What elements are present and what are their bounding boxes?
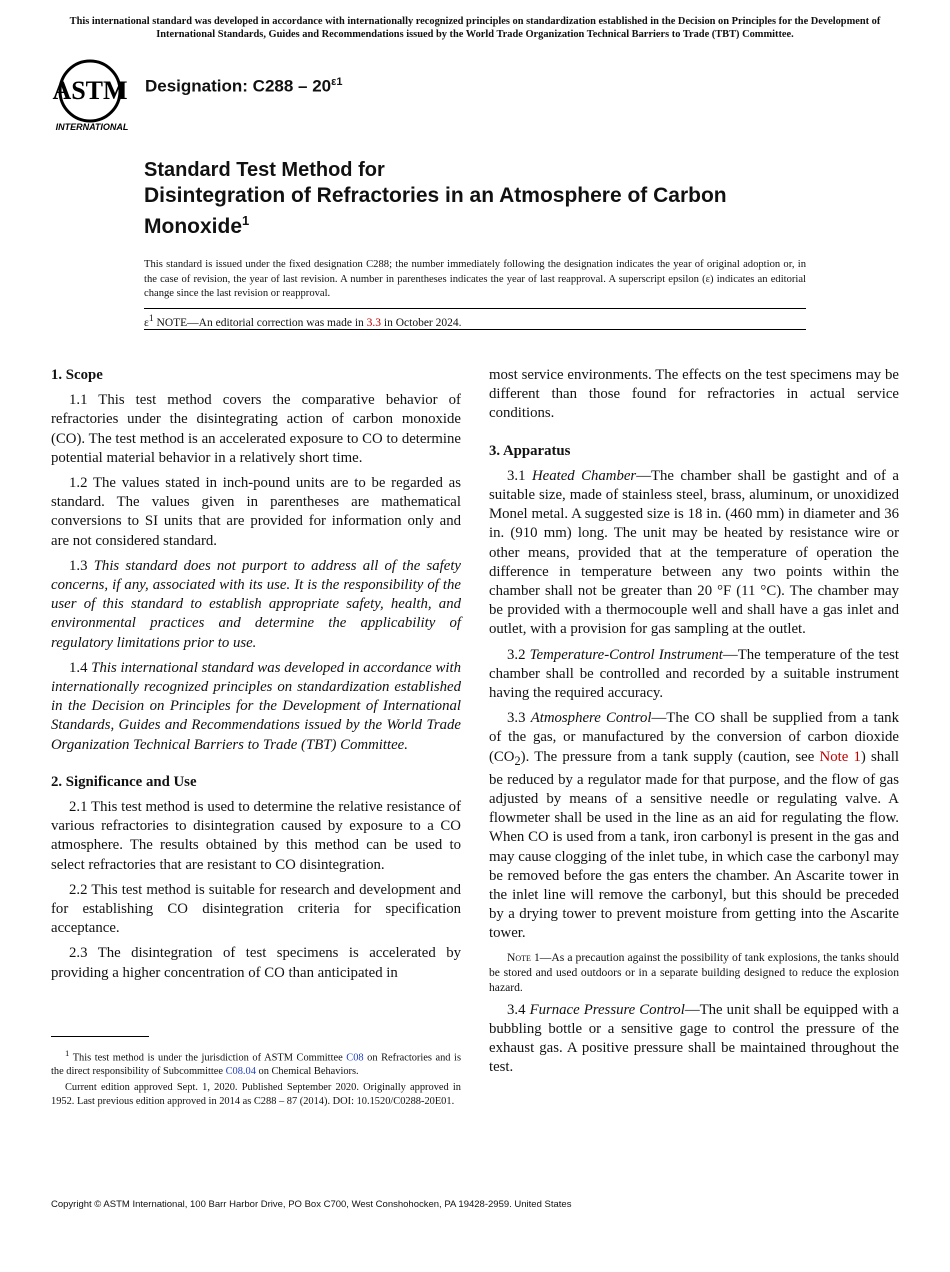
para-number: 3.3	[507, 710, 531, 727]
right-column	[489, 366, 899, 1083]
note-text: —As a precaution against the possibility of tank explosions, the tanks should be stored and used outdoors or in a separate building designed to reduce the explosion hazard.	[489, 950, 899, 994]
title-line1: Standard Test Method for	[144, 159, 385, 181]
footnote-text: on Refractories and is the direct responsibility of Subcommittee	[51, 1052, 461, 1078]
top-notice: This international standard was developed in accordance with internationally recognized principles on standardization established in the Decision on Principles for the Development of International Standards, Guides and Recommendations issued by the World Trade Organization Technical Barriers to Trade (TBT) Committee.	[69, 16, 881, 40]
para-1-3-text: This standard does not purport to address all of the safety concerns, if any, associated with its use. It is the responsibility of the user of this standard to establish appropriate safety, health, and environmental practices and determine the applicability of regulatory limitations prior to use.	[51, 557, 461, 651]
term: Furnace Pressure Control	[529, 1001, 685, 1018]
epsilon-sup: 1	[148, 313, 154, 324]
note-label: Note 1	[507, 950, 540, 964]
svg-text:ASTM: ASTM	[52, 76, 128, 105]
editorial-note	[144, 313, 806, 329]
title-footnote-mark: 1	[242, 213, 250, 228]
divider	[144, 308, 806, 309]
para-2-1: 2.1 This test method is used to determine the relative resistance of various refractories to disintegration caused by exposure to a CO atmosphere. The results obtained by this method can be used to select refractories that are resistant to CO disintegration.	[51, 799, 461, 873]
footnote-1	[51, 1046, 461, 1079]
term: Atmosphere Control	[530, 710, 652, 727]
left-column	[51, 366, 461, 989]
para-3-2	[489, 646, 899, 704]
para-3-3	[489, 709, 899, 943]
para-3-1	[489, 467, 899, 640]
epsilon-symbol: ε	[144, 316, 149, 329]
para-1-3	[51, 557, 461, 653]
issuance-statement: This standard is issued under the fixed designation C288; the number immediately following the designation indicates the year of original adoption or, in the case of revision, the year of last revision. A number in parentheses indicates the year of last reapproval. A superscript epsilon (ε) indicates an editorial change since the last revision or reapproval.	[144, 259, 806, 300]
apparatus-heading: 3. Apparatus	[489, 442, 571, 459]
designation-label: Designation: C288 – 20	[145, 76, 332, 96]
para-3-1-text: —The chamber shall be gastight and of a suitable size, made of stainless steel, brass, aluminum, or unoxidized Monel metal. A suggested size is 18 in. (460 mm) in diameter and 36 in. (910 mm) long. The unit may be heated by resistance wire or other means, provided that at the temperature of operation the difference in temperature between any two points within the chamber shall not be greater than 20 °F (11 °C). The chamber may be provided with a thermocouple well and shall have a gas inlet and outlet, with a provision for gas sampling at the outlet.	[489, 467, 899, 638]
footnote-edition: Current edition approved Sept. 1, 2020. Published September 2020. Originally approved in 1952. Last previous edition approved in 2014 as C288 – 87 (2014). DOI: 10.1520/C0288-20E01.	[51, 1082, 461, 1108]
para-number: 1.4	[69, 659, 92, 676]
significance-heading: 2. Significance and Use	[51, 773, 197, 790]
editorial-note-suffix: in October 2024.	[381, 316, 462, 329]
para-3-3-text: ) shall be reduced by a regulator made for that purpose, and the flow of gas adjusted by means of a sensitive needle or regulating valve. A flowmeter shall be used in the line as an aid for regulating the flow. When CO is used from a tank, iron carbonyl is present in the gas and may cause clogging of the inlet tube, in which case the carbonyl may be removed before the gas enters the chamber. An Ascarite tower in the inlet line will remove the carbonyl, but this should be preceded by a drying tower to prevent moisture from getting into the Ascarite tower.	[489, 748, 899, 942]
para-number: 1.3	[69, 557, 94, 574]
para-1-1: 1.1 This test method covers the comparative behavior of refractories under the disintegrating action of carbon monoxide (CO). The test method is an accelerated exposure to CO to determine potential material behavior in a relatively short time.	[51, 392, 461, 466]
logo-caption: INTERNATIONAL	[55, 122, 129, 132]
para-2-3: 2.3 The disintegration of test specimens is accelerated by providing a higher concentration of CO than anticipated in	[51, 945, 461, 981]
para-number: 3.2	[507, 646, 530, 663]
para-1-2: 1.2 The values stated in inch-pound units are to be regarded as standard. The values given in parentheses are mathematical conversions to SI units that are provided for information only and are not considered standard.	[51, 475, 461, 549]
term: Heated Chamber	[531, 467, 637, 484]
para-3-3-text: —The CO shall be supplied from a tank of the gas, or manufactured by the conversion of carbon dioxide (CO	[489, 710, 899, 765]
title-main: Disintegration of Refractories in an Atmosphere of Carbon Monoxide	[144, 184, 727, 238]
para-3-4	[489, 1001, 899, 1078]
subscript: 2	[514, 753, 521, 768]
designation-epsilon: ε1	[331, 76, 343, 88]
title-line2	[144, 183, 824, 239]
para-1-4-text: This international standard was developed in accordance with internationally recognized principles on standardization established in the Decision on Principles for the Development of International Standards, Guides and Recommendations issued by the World Trade Organization Technical Barriers to Trade (TBT) Committee.	[51, 659, 461, 753]
note-1	[489, 950, 899, 995]
term: Temperature-Control Instrument	[529, 646, 723, 663]
editorial-note-text: NOTE—An editorial correction was made in	[153, 316, 367, 329]
footnotes	[51, 1046, 461, 1111]
para-1-4	[51, 659, 461, 755]
committee-c08-link[interactable]: C08	[346, 1052, 364, 1064]
note-1-link[interactable]: Note 1	[819, 748, 861, 765]
para-3-3-text: ). The pressure from a tank supply (caution, see	[520, 748, 820, 765]
footnote-divider	[51, 1036, 149, 1037]
footnote-text: on Chemical Behaviors.	[255, 1066, 359, 1078]
para-2-3-continued: most service environments. The effects on the test specimens may be different than those found for refractories in actual service conditions.	[489, 367, 899, 422]
divider	[144, 329, 806, 330]
para-3-4-text: —The unit shall be equipped with a bubbling bottle or a sensitive gage to control the pressure of the exhaust gas. A positive pressure shall be maintained throughout the test.	[489, 1001, 899, 1076]
copyright: Copyright © ASTM International, 100 Barr Harbor Drive, PO Box C700, West Conshohocken, PA 19428-2959. United States	[51, 1199, 572, 1210]
para-number: 3.4	[507, 1001, 530, 1018]
para-number: 3.1	[507, 467, 532, 484]
para-2-2: 2.2 This test method is suitable for research and development and for establishing CO disintegration criteria for specification acceptance.	[51, 881, 461, 937]
designation	[145, 76, 342, 97]
astm-logo	[52, 56, 136, 134]
subcommittee-c0804-link[interactable]: C08.04	[225, 1066, 256, 1078]
section-3-3-link[interactable]: 3.3	[366, 316, 382, 329]
scope-heading: 1. Scope	[51, 367, 103, 383]
page-title	[144, 158, 824, 239]
footnote-text: This test method is under the jurisdiction of ASTM Committee	[69, 1052, 347, 1064]
footnote-mark: 1	[65, 1048, 70, 1058]
para-3-2-text: —The temperature of the test chamber shall be controlled and recorded by a suitable instrument having the required accuracy.	[489, 646, 899, 702]
